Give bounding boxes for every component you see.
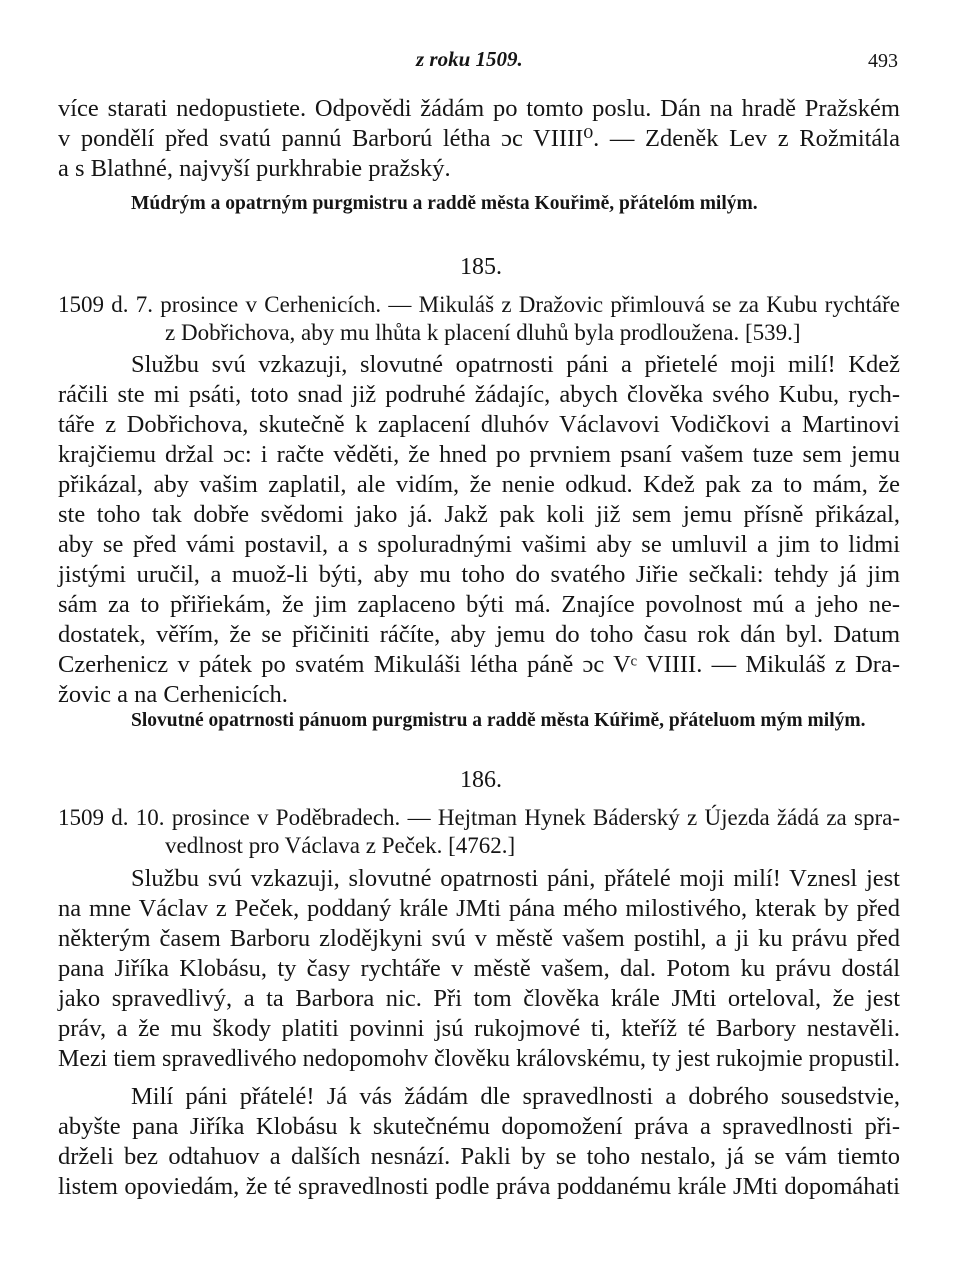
text-line: v pondělí před svatú pannú Barború létha ɔc VIIII⁰. — Zdeněk Lev z Rožmitála [58, 125, 900, 152]
text-line: ste toho tak dobře svědomi jako já. Jakž pak koli již sem jemu přísně přikázal, [58, 501, 900, 528]
text-line: ráčili ste mi psáti, toto snad již podruhé žádajíc, abych člověka svého Kubu, rych- [58, 381, 900, 408]
text-line: táře z Dobřichova, skutečně k zaplacení dluhóv Václavovi Vodičkovi a Martinovi [58, 411, 900, 438]
text-line: Milí páni přátelé! Já vás žádám dle spravedlnosti a dobrého sousedstvie, [131, 1083, 900, 1110]
text-line: Službu svú vzkazuji, slovutné opatrnosti páni, přátelé moji milí! Vznesl jest [131, 865, 900, 892]
text-line: aby se před vámi postavil, a s spoluradnými vašimi aby se umluvil a jim to lidmi [58, 531, 900, 558]
text-line: Mezi tiem spravedlivého nedopomohv člověku královskému, ty jest rukojmie propustil. [58, 1046, 900, 1072]
text-line: žovic a na Cerhenicích. [58, 681, 288, 708]
text-line: sám za to přiřiekám, že jim zaplaceno býti má. Znajíce povolnost mú a jeho ne- [58, 591, 900, 618]
address-line: Slovutné opatrnosti pánuom purgmistru a raddě města Kúřimě, přáteluom mým milým. [131, 710, 866, 731]
text-line: listem opoviedám, že té spravedlnosti podle práva poddanému krále JMti dopomáhati [58, 1173, 900, 1200]
document-heading: z Dobřichova, aby mu lhůta k placení dluhů byla prodloužena. [539.] [165, 320, 801, 345]
text-line: více starati nedopustiete. Odpovědi žádám po tomto poslu. Dán na hradě Pražském [58, 95, 900, 122]
text-line: práv, a že mu škody platiti povinni jsú rukojmové ti, kteříž té Barbory nestavěli. [58, 1015, 900, 1042]
text-line: pana Jiříka Klobásu, ty časy rychtáře v městě vašem, dal. Potom ku právu dostál [58, 955, 900, 982]
text-line: na mne Václav z Peček, poddaný krále JMti pána mého milostivého, kterak by před [58, 895, 900, 922]
address-line: Múdrým a opatrným purgmistru a raddě města Kouřimě, přátelóm milým. [131, 193, 758, 214]
text-line: krajčiemu držal ɔc: i račte věděti, že hned po prvniem psaní vašem tuze sem jemu [58, 441, 900, 468]
text-line: jako spravedlivý, a ta Barbora nic. Při tom člověka krále JMti orteloval, že jest [58, 985, 900, 1012]
running-title: z roku 1509. [416, 47, 523, 71]
text-line: Službu svú vzkazuji, slovutné opatrnosti páni a přietelé moji milí! Kdež [131, 351, 900, 378]
document-heading: 1509 d. 7. prosince v Cerhenicích. — Mikuláš z Dražovic přimlouvá se za Kubu rychtáře [58, 292, 900, 317]
document-number: 186. [460, 767, 502, 793]
document-number: 185. [460, 254, 502, 280]
text-line: některým časem Barboru zlodějkyni svú v městě vašem postihl, a ji ku právu před [58, 925, 900, 952]
text-line: abyšte pana Jiříka Klobásu k skutečnému dopomožení práva a spravedlnosti při- [58, 1113, 900, 1140]
text-line: Czerhenicz v pátek po svatém Mikuláši létha páně ɔc Vᶜ VIIII. — Mikuláš z Dra- [58, 651, 900, 678]
text-line: jistými uručil, a muož-li býti, aby mu toho do svatého Jiřie sečkali: tehdy já jim [58, 561, 900, 588]
page-number: 493 [868, 50, 898, 72]
text-line: drželi bez odtahuov a dalších nesnází. Pakli by se toho nestalo, já se vám tiemto [58, 1143, 900, 1170]
document-heading: vedlnost pro Václava z Peček. [4762.] [165, 833, 516, 858]
document-heading: 1509 d. 10. prosince v Poděbradech. — Hejtman Hynek Báderský z Újezda žádá za spra- [58, 805, 900, 830]
text-line: dostatek, věřím, že se přičiniti ráčíte, aby jemu do toho času rok dán byl. Datum [58, 621, 900, 648]
text-line: přikázal, aby vašim zaplatil, ale vidím, že nenie odkud. Kdež pak za to mám, že [58, 471, 900, 498]
text-line: a s Blathné, najvyší purkhrabie pražský. [58, 155, 451, 182]
